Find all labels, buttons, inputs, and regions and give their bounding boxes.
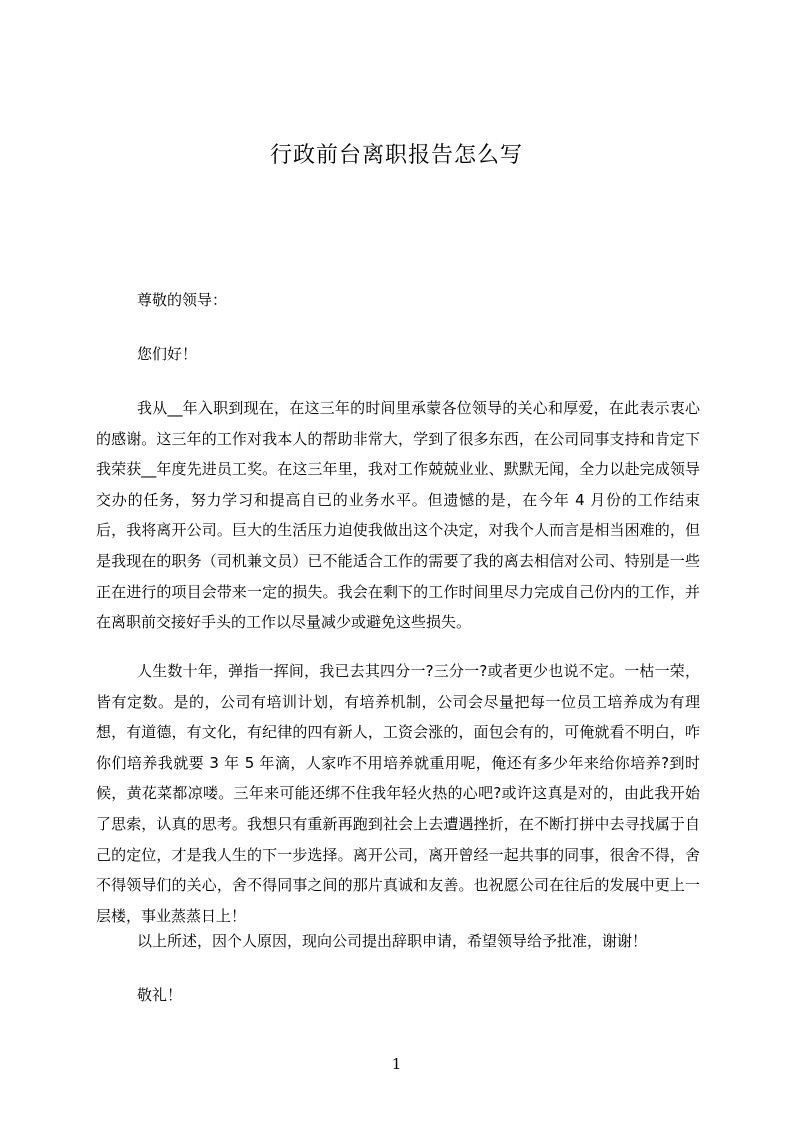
page-number: 1 — [391, 1055, 402, 1073]
paragraph-request: 以上所述，因个人原因，现向公司提出辞职申请，希望领导给予批准，谢谢！ — [137, 932, 648, 950]
salutation: 尊敬的领导： — [137, 291, 228, 309]
paragraph-reflection: 人生数十年，弹指一挥间，我已去其四分一?三分一?或者更少也说不定。一枯一荣，皆有定数。是的，公司有培训计划，有培养机制，公司会尽量把每一位员工培养成为有理想，有道德，有文化，有纪律的四有新人，工资会涨的，面包会有的，可俺就看不明白，咋你们培养我就要 3 年 5 年滴，人家咋不用培养就重用呢，俺还有多少年来给你培养?到时候，黄花菜都凉喽。三年来可能还绑不住我年轻火热的心吧?或许这真是对的，由此我开始了思索，认真的思考。我想只有重新再跑到社会上去遭遇挫折，在不断打拼中去寻找属于自己的定位，才是我人生的下一步选择。离开公司，离开曾经一起共事的同事，很舍不得，舍不得领导们的关心，舍不得同事之间的那片真诚和友善。也祝愿公司在往后的发展中更上一层楼，事业蒸蒸日上！ — [96, 662, 700, 925]
document-title: 行政前台离职报告怎么写 — [269, 143, 523, 168]
paragraph-gratitude: 我从__年入职到现在，在这三年的时间里承蒙各位领导的关心和厚爱，在此表示衷心的感谢。这三年的工作对我本人的帮助非常大，学到了很多东西，在公司同事支持和肯定下我荣获__年度先进员工奖。在这三年里，我对工作兢兢业业、默默无闻，全力以赴完成领导交办的任务，努力学习和提高自已的业务水平。但遗憾的是，在今年 4 月份的工作结束后，我将离开公司。巨大的生活压力迫使我做出这个决定，对我个人而言是相当困难的，但是我现在的职务（司机兼文员）已不能适合工作的需要了我的离去相信对公司、特别是一些正在进行的项目会带来一定的损失。我会在剩下的工作时间里尽力完成自己份内的工作，并在离职前交接好手头的工作以尽量减少或避免这些损失。 — [96, 399, 700, 632]
greeting: 您们好！ — [137, 345, 198, 363]
closing: 敬礼！ — [137, 986, 183, 1004]
